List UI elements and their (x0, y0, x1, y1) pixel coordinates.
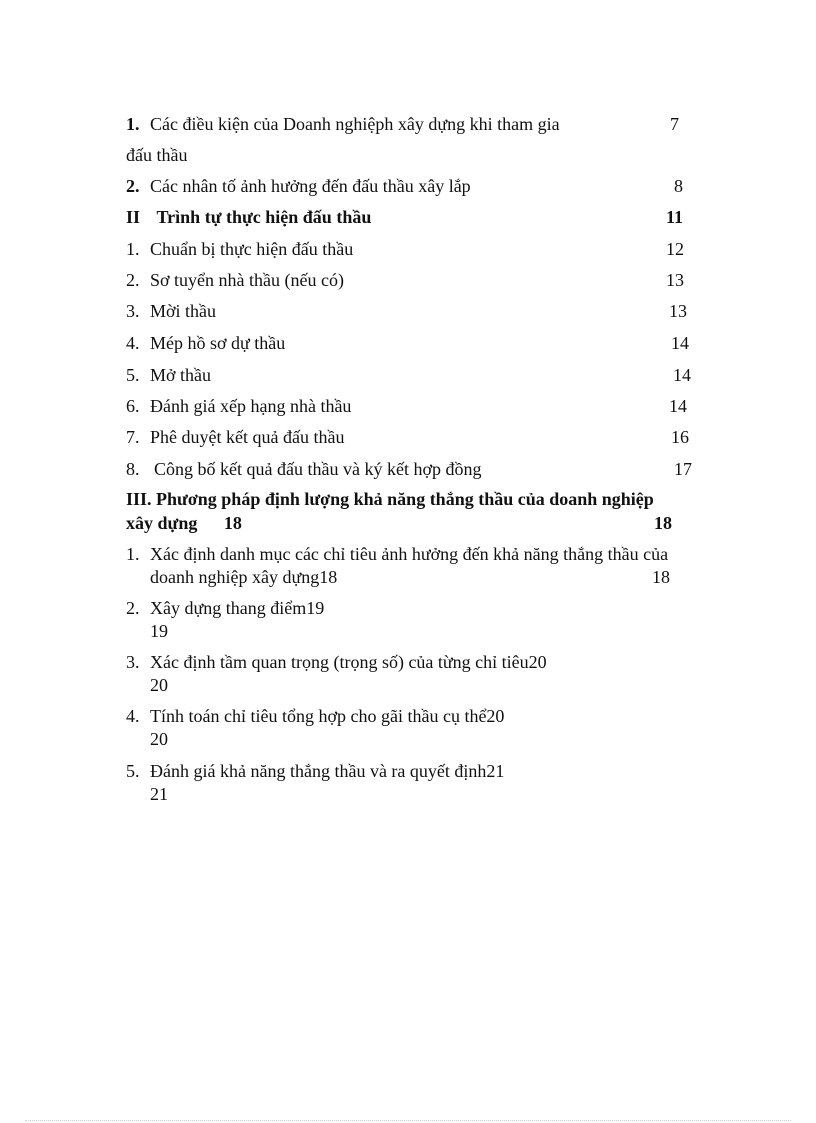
entry-page: 7 (670, 114, 679, 134)
entry-title: Xác định tầm quan trọng (trọng số) của từng chỉ tiêu20 (150, 652, 547, 672)
entry-page: 14 (673, 365, 691, 385)
entry-title: Tính toán chỉ tiêu tổng hợp cho gãi thầu cụ thể20 (150, 706, 505, 726)
entry-title: Xây dựng thang điểm19 (150, 598, 325, 618)
section-number: II (126, 207, 141, 227)
entry-number: 3. (126, 301, 140, 321)
entry-page: 20 (150, 729, 168, 749)
entry-number: 8. (126, 459, 140, 479)
toc-entry-iii-2 (126, 597, 324, 619)
entry-page: 13 (666, 270, 684, 290)
toc-entry-ii-3 (126, 300, 216, 322)
toc-entry-ii-1 (126, 238, 353, 260)
section-inline-page: 18 (223, 513, 242, 533)
entry-number: 2. (126, 598, 140, 618)
section-heading-3: III. Phương pháp định lượng khả năng thắng thầu của doanh nghiệp (126, 489, 654, 509)
toc-entry-iii-4 (126, 705, 504, 727)
section-title: Trình tự thực hiện đấu thầu (156, 207, 372, 227)
entry-title: Xác định danh mục các chỉ tiêu ảnh hưởng đến khả năng thắng thầu của (150, 544, 669, 564)
entry-page: 20 (150, 675, 168, 695)
toc-entry-ii-6 (126, 395, 351, 417)
entry-title: Đánh giá khả năng thắng thầu và ra quyết định21 (150, 761, 505, 781)
entry-title: Mở thầu (150, 365, 212, 385)
toc-entry-iii-1 (126, 543, 668, 565)
entry-title: Chuẩn bị thực hiện đấu thầu (150, 239, 354, 259)
entry-page: 14 (669, 396, 687, 416)
entry-number: 2. (126, 176, 140, 196)
entry-page: 17 (674, 459, 692, 479)
entry-title: Mép hồ sơ dự thầu (150, 333, 286, 353)
section-title-continued: xây dựng (126, 513, 198, 533)
entry-page: 13 (669, 301, 687, 321)
toc-entry-ii-4 (126, 332, 285, 354)
entry-number: 4. (126, 706, 140, 726)
entry-number: 7. (126, 427, 140, 447)
entry-page: 18 (652, 567, 670, 587)
toc-entry-1 (126, 113, 560, 135)
entry-number: 1. (126, 239, 140, 259)
entry-title-continued: đấu thầu (126, 145, 188, 165)
toc-entry-iii-3 (126, 651, 547, 673)
entry-page: 16 (671, 427, 689, 447)
toc-entry-ii-7 (126, 426, 344, 448)
toc-entry-2 (126, 175, 471, 197)
section-heading-2 (126, 206, 371, 228)
entry-number: 5. (126, 365, 140, 385)
toc-entry-iii-5 (126, 760, 504, 782)
entry-number: 4. (126, 333, 140, 353)
entry-number: 6. (126, 396, 140, 416)
entry-page: 19 (150, 621, 168, 641)
entry-title-continued: doanh nghiệp xây dựng18 (150, 567, 338, 587)
entry-title: Phê duyệt kết quả đấu thầu (150, 427, 345, 447)
entry-number: 2. (126, 270, 140, 290)
entry-page: 12 (666, 239, 684, 259)
entry-page: 8 (674, 176, 683, 196)
entry-number: 1. (126, 544, 140, 564)
entry-title: Đánh giá xếp hạng nhà thầu (150, 396, 352, 416)
entry-page: 14 (671, 333, 689, 353)
toc-entry-ii-5 (126, 364, 211, 386)
entry-title: Mời thầu (150, 301, 217, 321)
entry-title: Các nhân tố ảnh hưởng đến đấu thầu xây lắp (150, 176, 471, 196)
section-page: 11 (666, 207, 684, 227)
entry-number: 1. (126, 114, 140, 134)
section-heading-3-continued (126, 512, 242, 534)
entry-page: 21 (150, 784, 168, 804)
toc-entry-ii-2 (126, 269, 344, 291)
entry-number: 5. (126, 761, 140, 781)
page-bottom-divider (25, 1120, 791, 1121)
toc-entry-ii-8 (126, 458, 481, 480)
section-page: 18 (654, 513, 672, 533)
entry-title: Sơ tuyển nhà thầu (nếu có) (150, 270, 344, 290)
entry-title: Các điều kiện của Doanh nghiệph xây dựng khi tham gia (150, 114, 560, 134)
entry-number: 3. (126, 652, 140, 672)
entry-title: Công bố kết quả đấu thầu và ký kết hợp đồng (154, 459, 482, 479)
